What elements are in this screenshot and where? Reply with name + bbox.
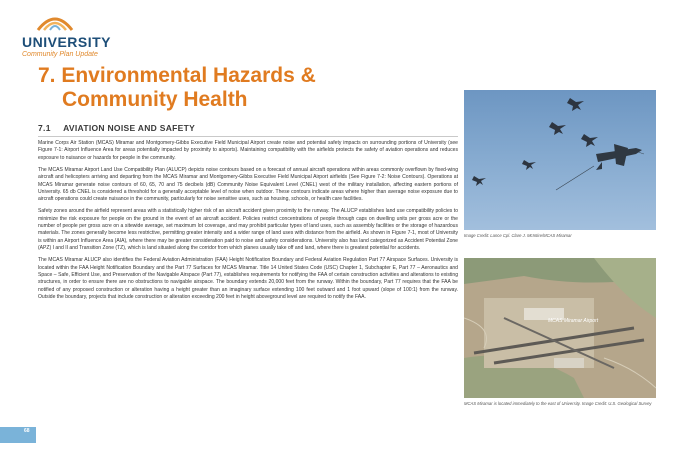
paragraph: The MCAS Miramar Airport Land Use Compatibility Plan (ALUCP) depicts noise contours based on a forecast of annual aircraft operations within areas commonly overflown by fixed-wing aircraft and helicopters arriving and departing from the MCAS Miramar and Montgomery-Gibbs Executive Field Municipal Airport airfields (See Figure 7-2: Noise Contours). Operations at MCAS Miramar generate noise contours of 60, 65, 70 and 75 decibels (dB) Community Noise Equivalent Level (CNEL) west of the military installation, affecting eastern portions of University. 65 db CNEL is considered a threshold for a generally acceptable level of noise when outdoor. These contours indicate areas where higher than average noise exposure due to aircraft operations could create nuisance in the community, particularly for noise sensitive uses, such as housing, schools, or health care facilities. xyxy=(38,166,458,203)
body-text xyxy=(38,140,458,306)
page-number: 68 xyxy=(24,428,30,434)
fighter-jet-icon xyxy=(567,98,584,111)
logo-title: UNIVERSITY xyxy=(22,34,112,50)
cargo-plane-icon xyxy=(596,144,642,170)
photo2-label: MCAS Miramar Airport xyxy=(548,318,599,324)
chapter-title-line2: Community Health xyxy=(62,88,248,111)
paragraph: Marine Corps Air Station (MCAS) Miramar and Montgomery-Gibbs Executive Field Municipal Airport create noise and potential safety impacts on surrounding portions of University (see Figure 7-1: Airport Influence Area for areas potentially impacted by proximity to airports). Maintaining compatibility with the airfields protects the safety of aviation operations and reduces exposure to nuisance or hazards for people in the community. xyxy=(38,140,458,161)
photo2-caption: MCAS Miramar is located immediately to the east of University. Image Credit: U.S. Geological Survey xyxy=(464,401,652,406)
university-logo xyxy=(20,10,110,60)
aerial-airport-photo xyxy=(464,258,656,398)
page-number-tab xyxy=(0,427,36,443)
logo-subtitle: Community Plan Update xyxy=(22,51,98,58)
section-number: 7.1 xyxy=(38,123,51,133)
section-heading xyxy=(38,123,458,137)
paragraph: The MCAS Miramar ALUCP also identifies the Federal Aviation Administration (FAA) Height Notification Boundary and Federal Aviation Regulation Part 77 Airspace Surfaces. University is located within the FAA Height Notification Boundary and the Part 77 Surfaces for MCAS Miramar. Title 14 United States Code (USC) Chapter 1, Subchapter E, Part 77 – Aeronautics and Space – Safe, Efficient Use, and Preservation of the Navigable Airspace (Part 77), establishes requirements for notifying the FAA of certain construction activities and alterations to existing structures, in order to ensure there are no obstructions to navigable airspace. The boundary extends 20,000 feet from the runway. Within the boundary, Part 77 requires that the FAA be notified of any proposed construction or alteration having a height greater than an imaginary surface extending 100 feet outward and 1 foot upward (slope of 100:1) from the runway. Outside the boundary, projects that include construction or alteration exceeding 200 feet in height aboveground level are required to notify the FAA. xyxy=(38,257,458,301)
chapter-title-line1: 7. Environmental Hazards & xyxy=(38,64,316,87)
jets-image xyxy=(464,90,656,230)
section-title: AVIATION NOISE AND SAFETY xyxy=(63,123,196,133)
aerial-map-image xyxy=(464,258,656,398)
paragraph: Safety zones around the airfield represent areas with a statistically higher risk of an aircraft accident given proximity to the runway. The ALUCP establishes land use compatibility policies to minimize the risk exposure for people on the ground in the event of an aircraft accident. Policies restrict concentrations of people through caps on dwelling units per gross acre or the number of people per gross acre on a sitewide average, set maximum lot coverage, and may prohibit particular types of land uses, such as assembly facilities or the storage of hazardous materials. The zones generally become less restrictive, permitting greater intensity and a wider range of land uses with distance from the airfield. As shown in Figure 7-1, most of University is within an Airport Influence Area (AIA), where there may be greater consideration paid to noise and safety considerations. University also has land categorized as Accident Potential Zone (APZ) I and II and Transition Zone (TZ), which is land situated along the corridor from which planes usually take off and land, where there is greatest potential for accidents. xyxy=(38,208,458,252)
chapter-title xyxy=(38,64,418,112)
sunrise-logo-icon xyxy=(34,10,76,32)
aircraft-formation-photo xyxy=(464,90,656,230)
photo1-caption: Image Credit: Lance Cpl. Clare J. McIntire/MCAS Miramar xyxy=(464,233,572,238)
